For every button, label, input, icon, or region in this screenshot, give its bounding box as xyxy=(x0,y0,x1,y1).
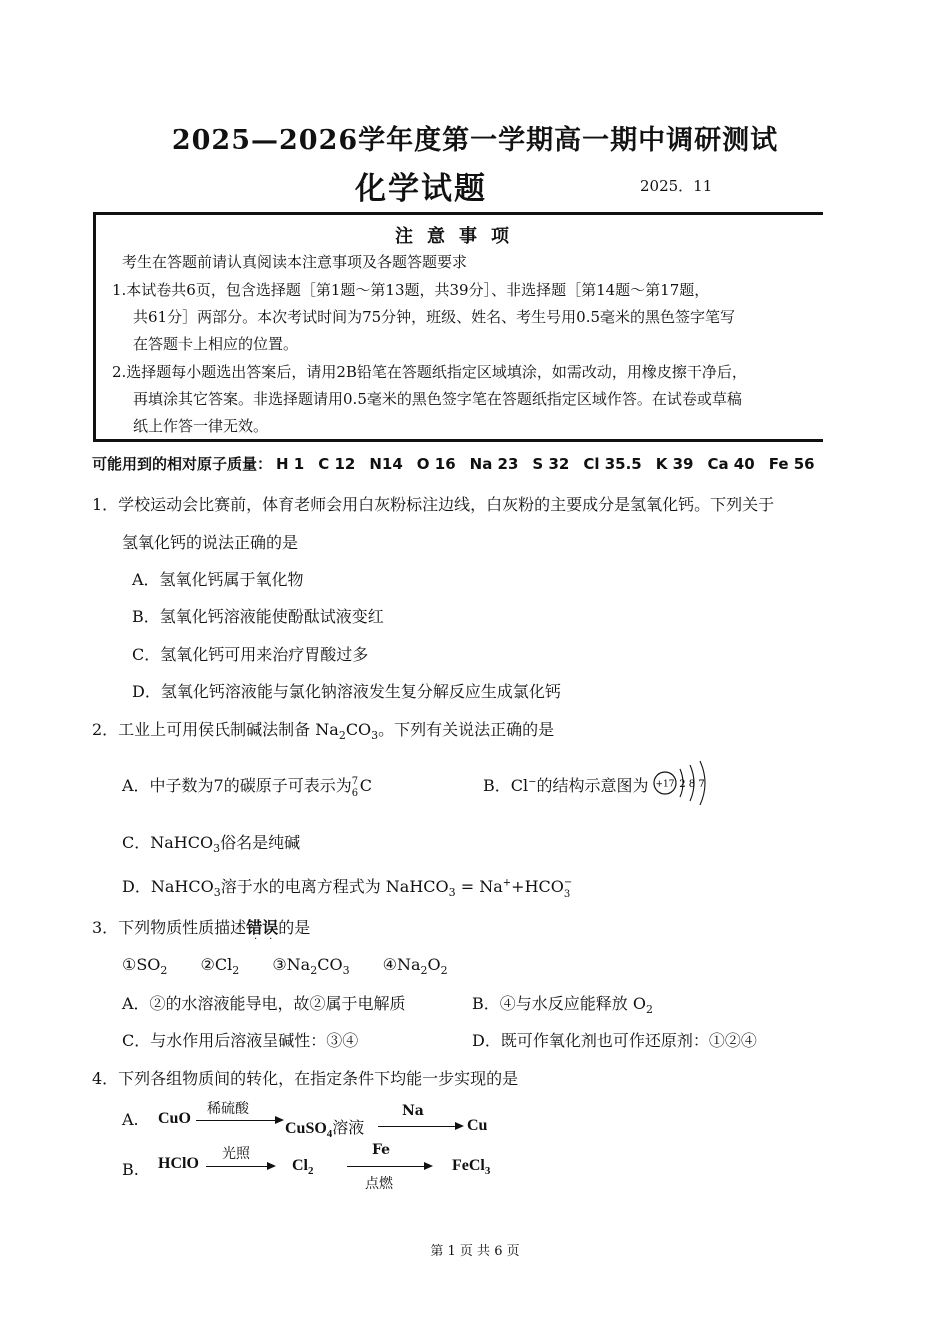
q1-option-b: B．氢氧化钙溶液能使酚酞试液变红 xyxy=(132,607,384,626)
q4b-condition-3: 点燃 xyxy=(365,1176,393,1192)
mass-s: S 32 xyxy=(532,455,570,473)
q4b-species-fecl3: FeCl$_3$ xyxy=(452,1157,491,1178)
q4a-cuso4-text: CuSO xyxy=(285,1120,327,1137)
q2-option-d-eq: = Na xyxy=(455,877,503,896)
chlorine-ion-structure-diagram xyxy=(652,757,722,809)
q4a-arrow-2 xyxy=(378,1126,462,1127)
q4-stem: 4．下列各组物质间的转化，在指定条件下均能一步实现的是 xyxy=(92,1069,519,1088)
q4-option-b-label: B. xyxy=(122,1160,139,1179)
q4b-arrow-1 xyxy=(206,1166,274,1167)
q3-item-2: $②Cl_2$ xyxy=(200,955,240,978)
q3-item-3: $③Na_2CO_3$ xyxy=(272,955,350,978)
q4a-species-cuo: CuO xyxy=(158,1110,191,1127)
q2-option-b: B．Cl−的结构示意图为 xyxy=(483,776,649,795)
q2-option-a-text: A．中子数为7的碳原子可表示为 xyxy=(122,776,352,795)
q3-stem-end: 的是 xyxy=(278,918,311,937)
q3-substances xyxy=(122,955,448,977)
mass-ca: Ca 40 xyxy=(707,455,755,473)
exam-date: 2025．11 xyxy=(640,177,713,195)
q3-item-3-text: ③Na xyxy=(272,955,311,974)
q1-option-a: A．氢氧化钙属于氧化物 xyxy=(132,570,304,589)
q2-option-c-text: 俗名是纯碱 xyxy=(220,833,301,852)
q4b-cl2-text: Cl xyxy=(292,1157,308,1174)
q4b-condition-1: 光照 xyxy=(222,1146,250,1162)
notice-item1-line1: 1.本试卷共6页，包含选择题［第1题～第13题，共39分］、非选择题［第14题～第17题， xyxy=(112,281,710,299)
electron-shells: 2 8 7 xyxy=(679,779,705,790)
emphasis-dots: ·· xyxy=(254,934,285,945)
q3-option-a: A．②的水溶液能导电，故②属于电解质 xyxy=(122,994,406,1013)
q4a-condition-2: Na xyxy=(402,1103,424,1119)
q4b-fecl3-text: FeCl xyxy=(452,1157,485,1174)
q2-option-c: C．NaHCO$_3$俗名是纯碱 xyxy=(122,833,301,856)
q4a-solution-text: 溶液 xyxy=(332,1120,365,1137)
q2-option-b-text2: 的结构示意图为 xyxy=(536,776,649,795)
q2-option-b-text: B．Cl xyxy=(483,776,529,795)
q3-item-1-text: ①SO xyxy=(122,955,161,974)
mass-o: O 16 xyxy=(416,455,456,473)
notice-item2-line1: 2.选择题每小题选出答案后，请用2B铅笔在答题纸指定区域填涂，如需改动，用橡皮擦干净后， xyxy=(112,363,747,381)
subject-title: 化学试题 xyxy=(355,171,487,207)
q2-option-d-end: +HCO xyxy=(511,877,564,896)
q3-option-b: B．④与水反应能释放 $O_2$ xyxy=(472,994,653,1017)
mass-n: N14 xyxy=(369,455,403,473)
mass-k: K 39 xyxy=(655,455,694,473)
q2-option-d-text2: 溶于水的电离方程式为 NaHCO xyxy=(220,877,449,896)
q4b-species-cl2: $Cl_2$ xyxy=(292,1157,314,1178)
q1-stem-line2: 氢氧化钙的说法正确的是 xyxy=(122,533,299,552)
notice-item1-line3: 在答题卡上相应的位置。 xyxy=(133,335,299,353)
q3-option-d: D．既可作氧化剂也可作还原剂：①②④ xyxy=(472,1031,757,1050)
mass-na: Na 23 xyxy=(469,455,519,473)
q2-option-d-text: D．NaHCO xyxy=(122,877,214,896)
q4b-species-hclo: HClO xyxy=(158,1155,199,1172)
q2-stem: 2．工业上可用侯氏制碱法制备 $Na_2CO_3$。下列有关说法正确的是 xyxy=(92,720,555,743)
q3-item-2-text: ②Cl xyxy=(200,955,233,974)
q2-stem-text: 2．工业上可用侯氏制碱法制备 xyxy=(92,720,311,739)
q4a-species-cu: Cu xyxy=(467,1117,488,1134)
exam-title: 2025—2026学年度第一学期高一期中调研测试 xyxy=(171,125,779,156)
q2-option-a: A．中子数为7的碳原子可表示为 7 6 C xyxy=(122,775,372,799)
q3-option-b-text: B．④与水反应能释放 O xyxy=(472,994,646,1013)
q2-option-d: D．NaHCO$_3$溶于水的电离方程式为 NaHCO$_3$ = Na++HCO − 3 xyxy=(122,876,573,900)
q3-emphasis-wrong: 错误 xyxy=(246,918,279,937)
q3-stem-text: 3．下列物质性质描述 xyxy=(92,918,247,937)
q1-stem-line1: 1．学校运动会比赛前，体育老师会用白灰粉标注边线，白灰粉的主要成分是氢氧化钙。下列关于 xyxy=(92,495,775,514)
q3-option-c: C．与水作用后溶液呈碱性：③④ xyxy=(122,1031,359,1050)
q3-item-4: $④Na_2O_2$ xyxy=(382,955,448,978)
q4-option-a-label: A. xyxy=(122,1110,139,1129)
mass-fe: Fe 56 xyxy=(768,455,815,473)
q3-item-1: $①SO_2$ xyxy=(122,955,168,978)
q4a-condition-1: 稀硫酸 xyxy=(207,1101,249,1117)
mass-cl: Cl 35.5 xyxy=(583,455,642,473)
q4a-species-cuso4: CuSO$_4$溶液 xyxy=(285,1120,365,1141)
q1-option-c: C．氢氧化钙可用来治疗胃酸过多 xyxy=(132,645,369,664)
notice-item1-line2: 共61分］两部分。本次考试时间为75分钟，班级、姓名、考生号用0.5毫米的黑色签字笔写 xyxy=(133,308,736,326)
q4b-arrow-2 xyxy=(347,1166,431,1167)
atomic-masses-label: 可能用到的相对原子质量： xyxy=(92,455,273,473)
q4b-condition-2: Fe xyxy=(372,1142,391,1158)
q4a-arrow-1 xyxy=(196,1120,282,1121)
notice-item2-line2: 再填涂其它答案。非选择题请用0.5毫米的黑色签字笔在答题纸指定区域作答。在试卷或草稿 xyxy=(133,390,742,408)
notice-intro: 考生在答题前请认真阅读本注意事项及各题答题要求 xyxy=(122,253,468,271)
atomic-masses xyxy=(92,453,829,474)
mass-h: H 1 xyxy=(276,455,305,473)
page-number: 第 1 页 共 6 页 xyxy=(430,1244,520,1259)
q1-option-d: D．氢氧化钙溶液能与氯化钠溶液发生复分解反应生成氯化钙 xyxy=(132,682,561,701)
nucleus-charge: +17 xyxy=(655,779,675,790)
mass-c: C 12 xyxy=(318,455,356,473)
notice-item2-line3: 纸上作答一律无效。 xyxy=(133,417,269,435)
q3-item-4-text: ④Na xyxy=(382,955,421,974)
q2-stem-end: 。下列有关说法正确的是 xyxy=(378,720,555,739)
notice-title: 注意事项 xyxy=(395,226,523,247)
